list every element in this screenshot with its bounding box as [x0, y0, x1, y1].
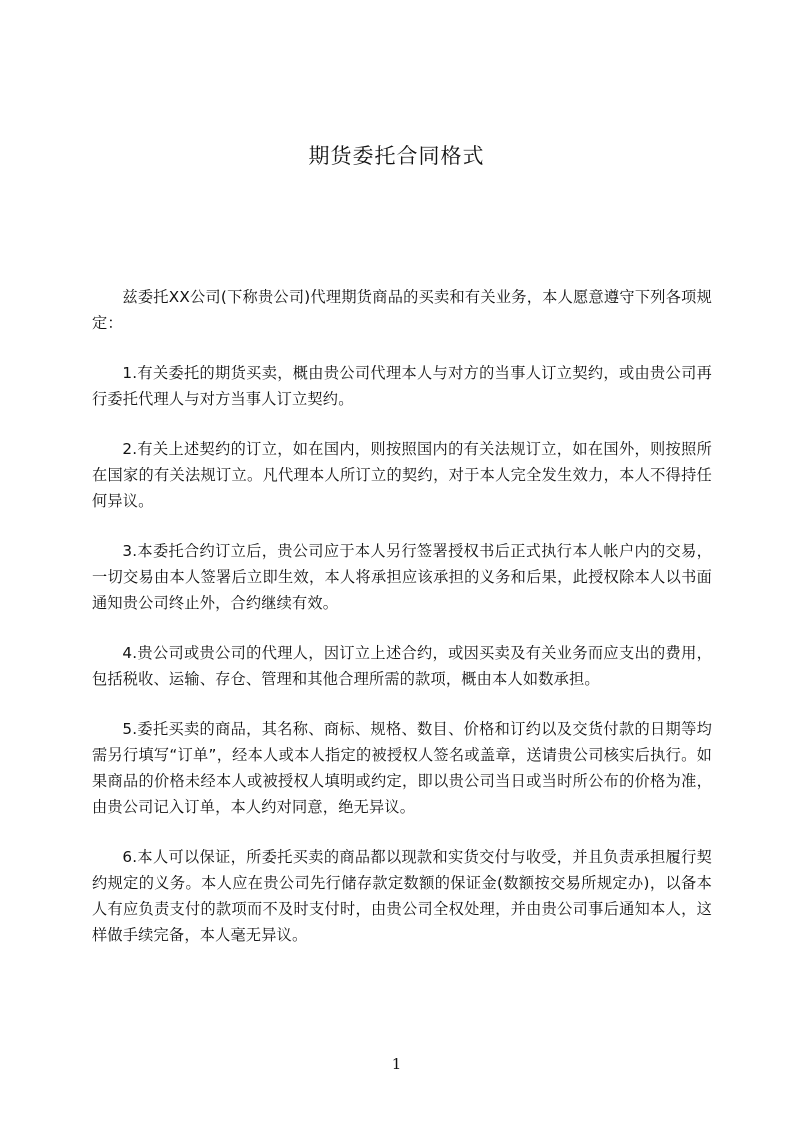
clause-2-paragraph: 2.有关上述契约的订立，如在国内，则按照国内的有关法规订立，如在国外，则按照所在国家的有关法规订立。凡代理本人所订立的契约，对于本人完全发生效力，本人不得持任何异议。: [92, 440, 712, 510]
clause-4-paragraph: 4.贵公司或贵公司的代理人，因订立上述合约，或因买卖及有关业务而应支出的费用，包括税收、运输、存仓、管理和其他合理所需的款项，概由本人如数承担。: [92, 644, 712, 688]
clause-1-paragraph: 1.有关委托的期货买卖，概由贵公司代理本人与对方的当事人订立契约，或由贵公司再行委托代理人与对方当事人订立契约。: [92, 364, 712, 408]
document-title: 期货委托合同格式: [308, 144, 485, 168]
intro-paragraph: 兹委托XX公司(下称贵公司)代理期货商品的买卖和有关业务，本人愿意遵守下列各项规定：: [92, 288, 712, 332]
document-body: [92, 284, 712, 972]
clause-5-paragraph: 5.委托买卖的商品，其名称、商标、规格、数目、价格和订约以及交货付款的日期等均需另行填写“订单”，经本人或本人指定的被授权人签名或盖章，送请贵公司核实后执行。如果商品的价格未经本人或被授权人填明或约定，即以贵公司当日或当时所公布的价格为准，由贵公司记入订单，本人约对同意，绝无异议。: [92, 720, 712, 816]
page-number: 1: [391, 1055, 402, 1073]
clause-3-paragraph: 3.本委托合约订立后，贵公司应于本人另行签署授权书后正式执行本人帐户内的交易，一切交易由本人签署后立即生效，本人将承担应该承担的义务和后果，此授权除本人以书面通知贵公司终止外，合约继续有效。: [92, 542, 712, 612]
clause-6-paragraph: 6.本人可以保证，所委托买卖的商品都以现款和实货交付与收受，并且负责承担履行契约规定的义务。本人应在贵公司先行储存款定数额的保证金(数额按交易所规定办)，以备本人有应负责支付的款项而不及时支付时，由贵公司全权处理，并由贵公司事后通知本人，这样做手续完备，本人毫无异议。: [92, 848, 712, 944]
